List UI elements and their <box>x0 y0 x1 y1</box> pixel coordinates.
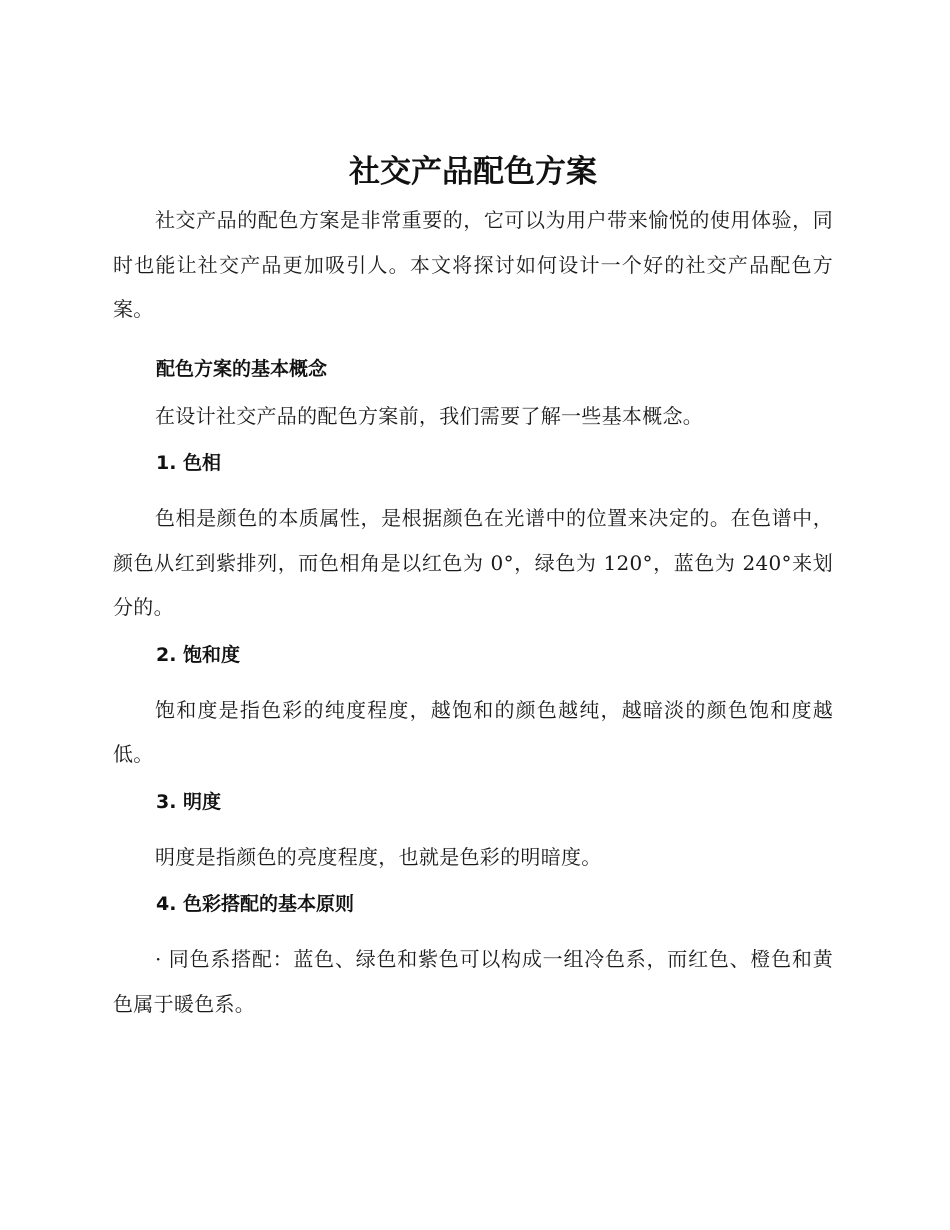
document-page <box>113 150 833 1026</box>
heading-color-principles: 4. 色彩搭配的基本原则 <box>156 893 355 915</box>
principles-paragraph: · 同色系搭配：蓝色、绿色和紫色可以构成一组冷色系，而红色、橙色和黄色属于暖色系。 <box>113 947 833 1016</box>
section-heading-basic-concepts: 配色方案的基本概念 <box>156 357 328 380</box>
heading-saturation: 2. 饱和度 <box>156 643 241 666</box>
saturation-paragraph: 饱和度是指色彩的纯度程度，越饱和的颜色越纯，越暗淡的颜色饱和度越低。 <box>113 697 833 766</box>
basic-concepts-paragraph: 在设计社交产品的配色方案前，我们需要了解一些基本概念。 <box>155 403 704 428</box>
intro-paragraph: 社交产品的配色方案是非常重要的，它可以为用户带来愉悦的使用体验，同时也能让社交产品更加吸引人。本文将探讨如何设计一个好的社交产品配色方案。 <box>113 208 833 321</box>
heading-hue: 1. 色相 <box>156 452 222 474</box>
brightness-paragraph: 明度是指颜色的亮度程度，也就是色彩的明暗度。 <box>155 844 602 869</box>
document-title: 社交产品配色方案 <box>349 154 597 190</box>
heading-brightness: 3. 明度 <box>156 790 222 813</box>
hue-paragraph: 色相是颜色的本质属性，是根据颜色在光谱中的位置来决定的。在色谱中，颜色从红到紫排列，而色相角是以红色为 0°，绿色为 120°，蓝色为 240°来划分的。 <box>113 506 833 619</box>
